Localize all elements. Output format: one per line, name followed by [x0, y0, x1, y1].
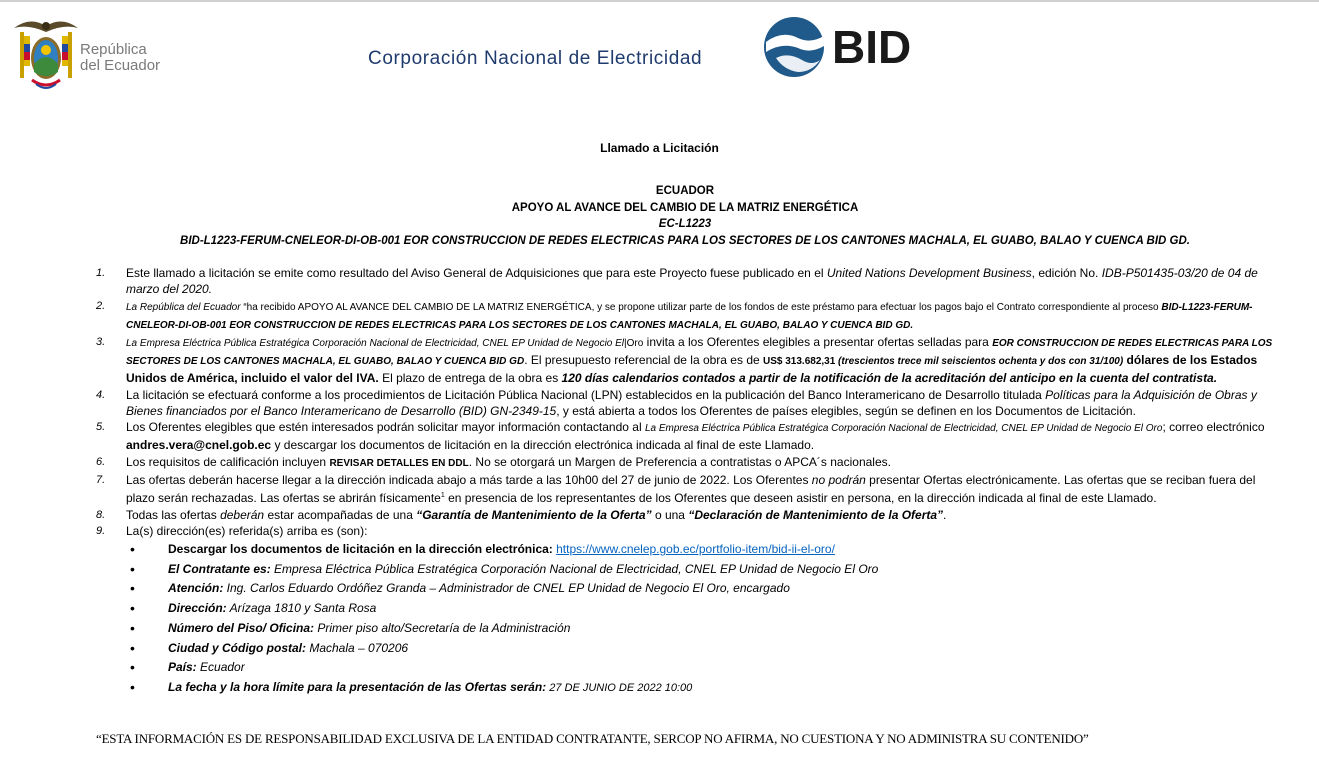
list-item [96, 265, 1276, 297]
attention-value: Ing. Carlos Eduardo Ordóñez Granda – Administrador de CNEL EP Unidad de Negocio El Oro, encargado [223, 581, 790, 596]
item-text: Todas las ofertas [126, 507, 221, 522]
list-item [96, 334, 1276, 386]
list-item [96, 523, 1276, 539]
item-text: La(s) dirección(es) referida(s) arriba es (son): [126, 524, 368, 538]
address-attention [130, 579, 878, 599]
bid-logo-icon [762, 16, 922, 78]
address-contractor [130, 560, 878, 580]
list-item [96, 419, 1276, 453]
item-text-small: La Empresa Eléctrica Pública Estratégica Corporación Nacional de Electricidad, CNEL EP Unidad de Negocio El Oro [644, 423, 1163, 434]
item-number: 4. [96, 388, 106, 401]
svg-text:BID: BID [832, 21, 912, 73]
item-text: en presencia de los representantes de los Oferentes que deseen asistir en persona, en la dirección indicada al final de este Llamado. [444, 491, 1157, 505]
item-text: , edición No. [1031, 266, 1102, 280]
item-text-bold: andres.vera@cnel.gob.ec [126, 438, 272, 452]
item-text-italic: United Nations Development Business [826, 266, 1032, 280]
item-text-small: La República del Ecuador [126, 301, 244, 313]
item-text: La licitación se efectuará conforme a los procedimientos de Licitación Pública Nacional (LPN) establecidos en la publicación del Banco Interamericano de Desarrollo titulada [126, 387, 1046, 402]
item-number: 9. [96, 525, 106, 537]
item-text-bold: “Declaración de Mantenimiento de la Oferta” [688, 507, 944, 522]
heading-code: EC-L1223 [658, 218, 712, 230]
numbered-list [96, 265, 1276, 540]
list-item [96, 454, 1276, 472]
floor-value: Primer piso alto/Secretaría de la Administración [314, 620, 571, 635]
item-text: . No se otorgará un Margen de Preferencia a contratistas o APCA´s nacionales. [468, 454, 891, 469]
item-number: 3. [96, 336, 106, 348]
item-text: o una [651, 507, 689, 522]
address-street [130, 599, 878, 619]
top-border [0, 0, 1319, 2]
ecuador-coat-of-arms-icon [12, 14, 80, 94]
item-text: invita a los Oferentes elegibles a presentar ofertas selladas para [643, 335, 993, 349]
item-number: 5. [96, 421, 106, 433]
attention-label: Atención: [168, 581, 224, 596]
page-title: Llamado a Licitación [600, 141, 719, 155]
list-item [96, 298, 1276, 334]
item-text: Las ofertas deberán hacerse llegar a la dirección indicada abajo a más tarde a las 10h00 del 27 de junio de 2022. Los Oferentes [126, 473, 812, 487]
item-text-bold: BID-L1223-FERUM-CNELEOR-DI-OB-001 EOR CONSTRUCCION DE REDES ELECTRICAS PARA LOS SECTORES DE LOS CANTONES MACHALA, EL GUABO, BALAO Y CUENCA BID GD. [126, 301, 1253, 331]
item-number: 8. [96, 508, 106, 521]
footnote-mark: 1 [440, 492, 445, 499]
item-text-small: |Oro [624, 338, 644, 349]
item-text-bold: “Garantía de Mantenimiento de la Oferta” [416, 507, 652, 522]
item-number: 1. [96, 267, 106, 279]
item-text-italic: Políticas para la Adquisición de Obras y Bienes financiados por el Banco Interamericano de Desarrollo (BID) GN-2349-15 [126, 387, 1257, 418]
contractor-value: Empresa Eléctrica Pública Estratégica Corporación Nacional de Electricidad, CNEL EP Unidad de Negocio El Oro [270, 561, 879, 576]
item-number: 7. [96, 474, 106, 486]
heading-project: APOYO AL AVANCE DEL CAMBIO DE LA MATRIZ ENERGÉTICA [511, 201, 859, 214]
list-item [96, 472, 1276, 506]
item-text: . [943, 507, 947, 522]
download-label: Descargar los documentos de licitación en la dirección electrónica: [168, 542, 557, 556]
contractor-label: El Contratante es: [168, 561, 271, 576]
corporation-name: Corporación Nacional de Electricidad [368, 48, 703, 69]
list-item [96, 507, 1276, 523]
country-label: País: [168, 660, 197, 675]
item-text: ; correo electrónico [1162, 420, 1265, 434]
republic-line-2: del Ecuador [80, 57, 161, 74]
address-deadline [130, 678, 878, 699]
download-link[interactable]: https://www.cnelep.gob.ec/portfolio-item/bid-ii-el-oro/ [556, 542, 835, 556]
address-city [130, 639, 878, 659]
item-text: . El presupuesto referencial de la obra es de [524, 353, 763, 367]
item-text-bold: contados a partir de la notificación de la acreditación del anticipo en la cuenta del contratista. [678, 371, 1218, 385]
item-text: Los requisitos de calificación incluyen [126, 454, 330, 469]
item-text-bold: (trescientos trece mil seiscientos ochenta y dos con 31/100) [835, 356, 1124, 367]
country-value: Ecuador [196, 660, 245, 675]
item-number: 2. [96, 299, 106, 312]
list-item [96, 387, 1276, 419]
republic-label [80, 42, 160, 74]
disclaimer-footer: “ESTA INFORMACIÓN ES DE RESPONSABILIDAD EXCLUSIVA DE LA ENTIDAD CONTRATANTE, SERCOP NO AFIRMA, NO CUESTIONA Y NO ADMINISTRA SU CONTENIDO” [96, 731, 1089, 746]
deadline-value: 27 DE JUNIO DE 2022 10:00 [546, 681, 693, 694]
item-text-small: La Empresa Eléctrica Pública Estratégica Corporación Nacional de Electricidad, CNEL EP Unidad de Negocio El [126, 338, 625, 349]
item-text: , y está abierta a todos los Oferentes de países elegibles, según se definen en los Documentos de Licitación. [556, 403, 1136, 418]
item-text-italic: IDB-P501435-03/20 de 04 de marzo del 2020. [126, 266, 1258, 296]
address-floor [130, 619, 878, 639]
floor-label: Número del Piso/ Oficina: [168, 620, 315, 635]
item-text-bold: US$ 313.682,31 [763, 356, 836, 367]
street-value: Arízaga 1810 y Santa Rosa [226, 601, 377, 616]
item-text: El plazo de entrega de la obra es [378, 371, 562, 385]
item-text-bold: REVISAR DETALLES EN DDL [329, 457, 469, 469]
item-text: y descargar los documentos de licitación en la dirección electrónica indicada al final de este Llamado. [271, 438, 815, 452]
address-list [130, 540, 878, 699]
item-text: estar acompañadas de una [264, 507, 417, 522]
heading-country: ECUADOR [655, 185, 715, 197]
item-text-italic: deberán [220, 507, 265, 522]
item-number: 6. [96, 455, 106, 468]
item-text-bold: dólares de los Estados Unidos de América, incluido el valor del IVA. [126, 353, 1258, 385]
item-text: Este llamado a licitación se emite como resultado del Aviso General de Adquisiciones que para este Proyecto fuese publicado en el [126, 266, 827, 280]
item-text-italic: no podrán [811, 473, 866, 487]
street-label: Dirección: [168, 601, 227, 616]
address-country [130, 658, 878, 678]
item-text-bold: 120 días calendarios [561, 371, 679, 385]
heading-process: BID-L1223-FERUM-CNELEOR-DI-OB-001 EOR CONSTRUCCION DE REDES ELECTRICAS PARA LOS SECTORES DE LOS CANTONES MACHALA, EL GUABO, BALAO Y CUENCA BID GD. [180, 234, 1190, 247]
deadline-label: La fecha y la hora límite para la presentación de las Ofertas serán: [168, 679, 547, 694]
item-text: Los Oferentes elegibles que estén interesados podrán solicitar mayor información contactando al [126, 420, 645, 434]
city-value: Machala – 070206 [306, 640, 409, 655]
city-label: Ciudad y Código postal: [168, 640, 306, 655]
republic-line-1: República [80, 41, 147, 58]
address-download [130, 540, 878, 560]
item-text-bold: EOR CONSTRUCCION DE REDES ELECTRICAS PARA LOS SECTORES DE LOS CANTONES MACHALA, EL GUABO, BALAO Y CUENCA BID GD [126, 338, 1273, 367]
project-heading [0, 183, 1319, 249]
item-text: presentar Ofertas electrónicamente. Las ofertas que se reciban fuera del plazo serán rechazadas. Las ofertas se abrirán físicamente [126, 473, 1256, 505]
item-text-small: “ha recibido APOYO AL AVANCE DEL CAMBIO DE LA MATRIZ ENERGÉTICA, y se propone utilizar parte de los fondos de este préstamo para efectuar los pagos bajo el Contrato correspondiente al proceso [243, 301, 1162, 313]
